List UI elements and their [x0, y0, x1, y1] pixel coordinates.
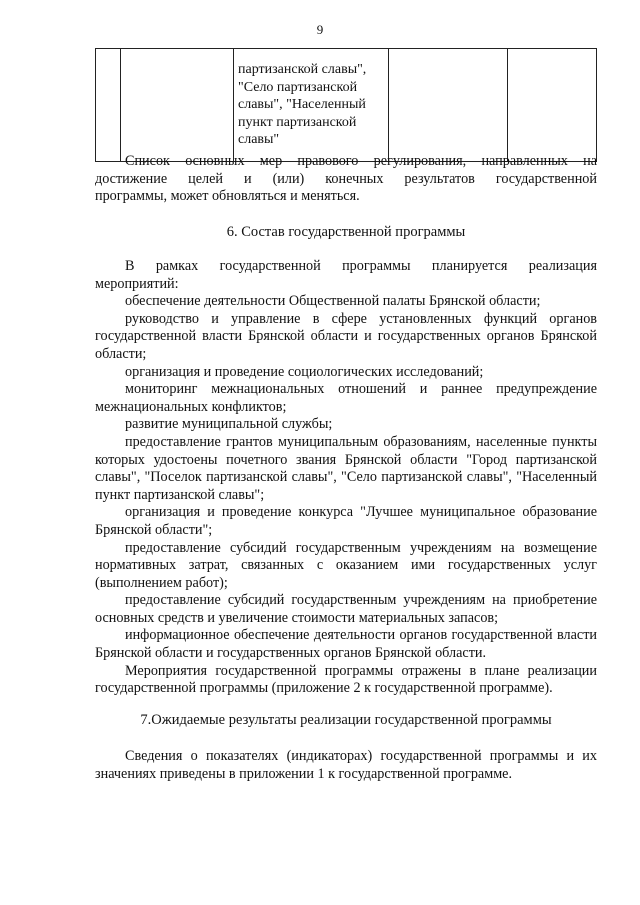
word: (или) — [272, 170, 305, 187]
word: В — [125, 258, 135, 274]
word: правового — [297, 153, 359, 169]
table-fragment — [95, 48, 597, 162]
list-item: информационное обеспечение деятельности органов государственной власти Брянской области и государственных органов Брянской области. — [95, 627, 597, 662]
table-cell-line: "Село партизанской — [238, 79, 358, 95]
word: рамках — [155, 258, 199, 274]
table-cell-line: партизанской славы", — [238, 62, 367, 77]
table-cell-text — [238, 61, 393, 149]
page-number: 9 — [316, 22, 324, 37]
word: направленных — [481, 153, 568, 169]
word: регулирования, — [373, 153, 467, 169]
word: государственной — [219, 258, 321, 274]
table-col-border — [507, 48, 508, 162]
table-cell-line: пункт партизанской — [238, 114, 357, 130]
list-item: обеспечение деятельности Общественной палаты Брянской области; — [125, 293, 541, 310]
word: основных — [185, 153, 245, 169]
word: Список — [125, 153, 170, 169]
list-item: развитие муниципальной службы; — [125, 416, 333, 433]
lead-line-2: мероприятий: — [95, 275, 179, 292]
word: результатов — [404, 170, 475, 187]
table-col-border — [233, 48, 234, 162]
section-6-body — [95, 258, 597, 698]
intro-line-1 — [95, 153, 597, 171]
closing-paragraph: Мероприятия государственной программы отражены в плане реализации государственной программы (приложение 2 к государственной программе). — [95, 662, 597, 697]
list-item: организация и проведение конкурса "Лучшее муниципальное образование Брянской области"; — [95, 504, 597, 538]
list-item: предоставление субсидий государственным учреждениям на возмещение нормативных затрат, связанных с оказанием ими государственных услуг (выполнением работ); — [95, 539, 597, 591]
list-item: предоставление грантов муниципальным образованиям, населенные пункты которых удостоены почетного звания Брянской области "Город партизанской славы", "Поселок партизанской славы", "Село партизанской славы", "Населенный пункт партизанской славы"; — [95, 433, 597, 503]
table-col-border — [596, 48, 597, 162]
word: на — [583, 153, 597, 169]
word: достижение — [95, 170, 168, 187]
table-col-border — [120, 48, 121, 162]
word: планируется — [431, 258, 508, 274]
word: конечных — [325, 170, 384, 187]
intro-line-3: программы, может обновляться и меняться. — [95, 188, 360, 205]
word: мер — [259, 153, 283, 169]
table-cell-line: славы", "Населенный — [238, 97, 366, 112]
section-7-body — [95, 748, 597, 783]
word: реализация — [528, 258, 597, 274]
list-item: организация и проведение социологических исследований; — [125, 363, 484, 380]
section-7-paragraph: Сведения о показателях (индикаторах) государственной программы и их значениях приведены в приложении 1 к государственной программе. — [95, 748, 597, 782]
list-item: руководство и управление в сфере установленных функций органов государственной власти Брянской области и государственных органов Брянской области; — [95, 310, 597, 362]
list-item: предоставление субсидий государственным учреждениям на приобретение основных средств и увеличение стоимости материальных запасов; — [95, 592, 597, 626]
word: и — [243, 170, 252, 187]
section-6-title: 6. Состав государственной программы — [226, 224, 466, 240]
word: целей — [188, 170, 223, 187]
lead-line-1 — [95, 258, 597, 276]
word: программы — [342, 258, 411, 274]
intro-line-2 — [95, 171, 597, 189]
table-cell-line: славы" — [238, 132, 280, 147]
table-col-border — [95, 48, 96, 162]
word: государственной — [495, 170, 597, 187]
section-7-title: 7.Ожидаемые результаты реализации государственной программы — [140, 712, 552, 728]
intro-paragraph — [95, 153, 597, 206]
list-item: мониторинг межнациональных отношений и раннее предупреждение межнациональных конфликтов; — [95, 381, 597, 415]
table-top-border — [95, 48, 597, 49]
